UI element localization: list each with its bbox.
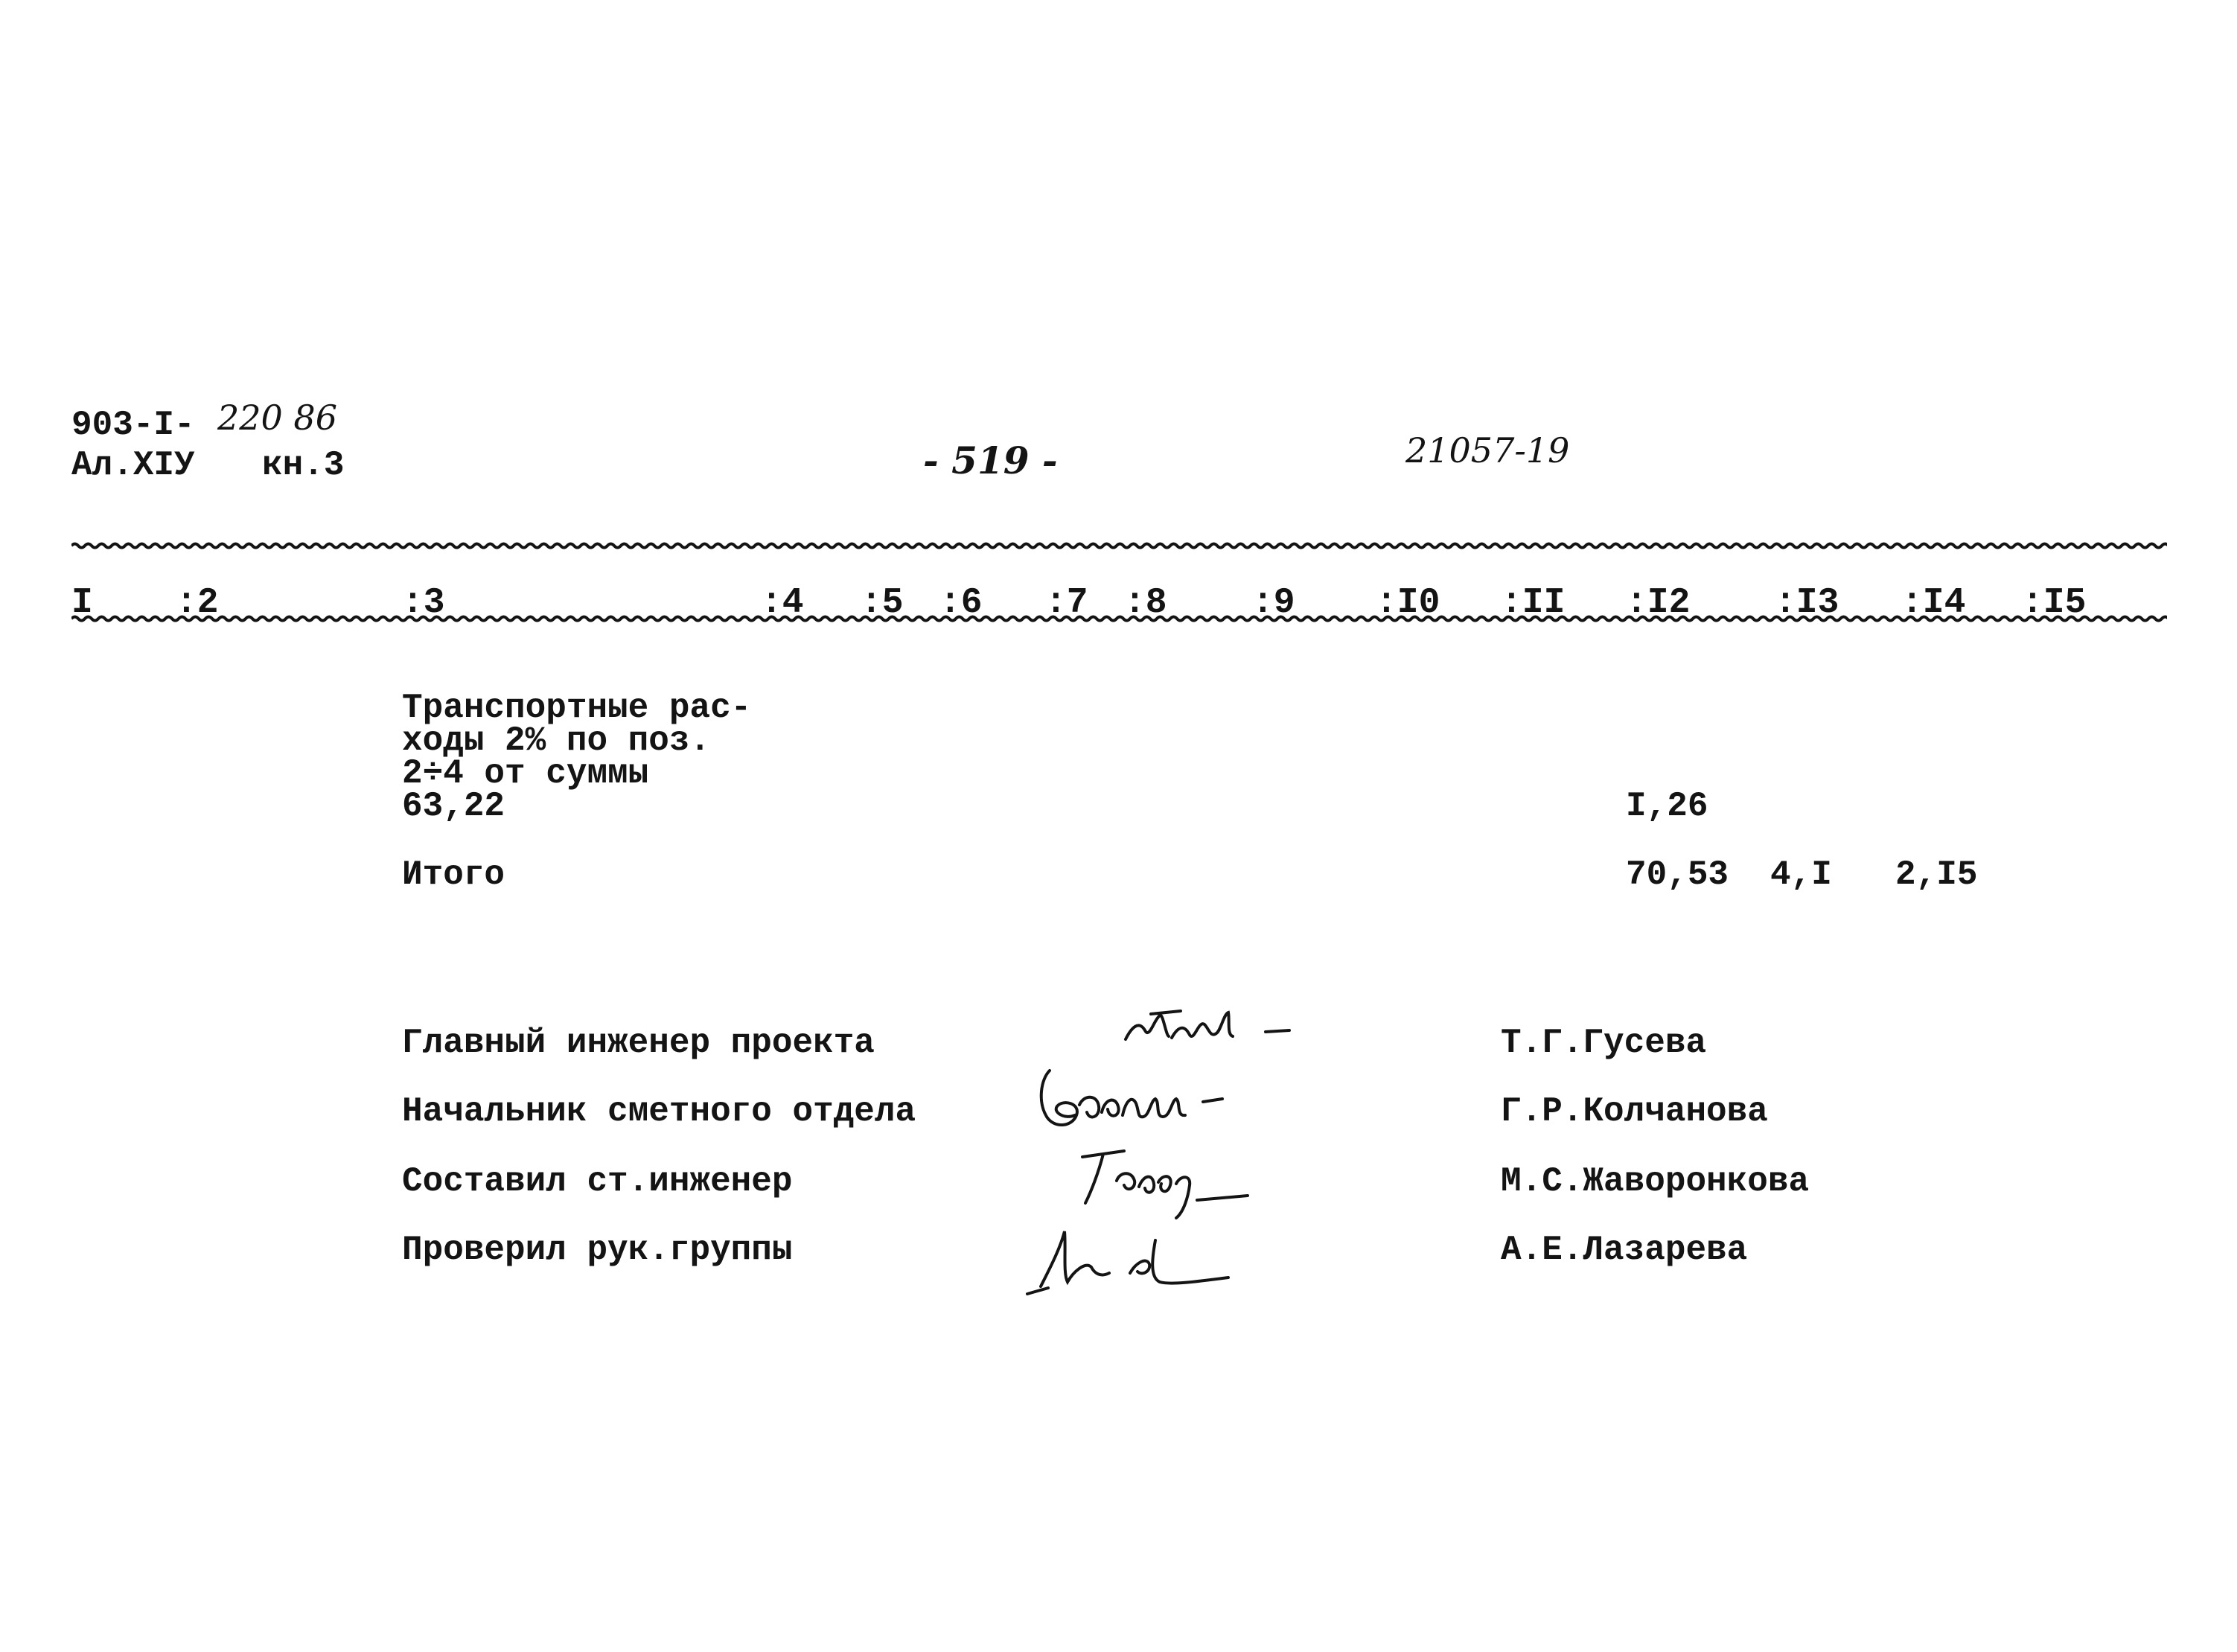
document-code-handwritten: 220 86	[217, 398, 337, 438]
cell-col13: 4,I	[1770, 855, 1832, 894]
column-label: :3	[402, 583, 445, 623]
signatory-role: Составил ст.инженер	[402, 1162, 793, 1201]
column-label: :I3	[1775, 583, 1839, 623]
column-label: :I0	[1376, 583, 1440, 623]
column-label: :II	[1501, 583, 1566, 623]
column-label: :2	[176, 583, 219, 623]
column-label: I	[71, 583, 93, 623]
document-code: 903-I-	[71, 406, 195, 444]
inventory-number: 21057-19	[1405, 430, 1570, 471]
signatory-role: Главный инженер проекта	[402, 1024, 875, 1062]
row-description-line: 63,22	[402, 787, 505, 826]
signature-image-4	[1018, 1205, 1242, 1301]
header-wavy-rule-top	[71, 540, 2167, 551]
row-description-line: 2÷4 от суммы	[402, 754, 649, 793]
page-number: - 519 -	[923, 438, 1058, 482]
row-description-line: Транспортные рас-	[402, 689, 752, 727]
column-label: :7	[1045, 583, 1088, 623]
signatory-role: Проверил рук.группы	[402, 1231, 793, 1269]
album-label: Ал.XIУ	[71, 446, 195, 485]
signatory-name: А.Е.Лазарева	[1501, 1231, 1748, 1269]
signatory-name: Т.Г.Гусева	[1501, 1024, 1707, 1062]
column-label: :9	[1252, 583, 1295, 623]
cell-col12: I,26	[1626, 787, 1708, 826]
column-label: :4	[761, 583, 804, 623]
column-label: :I2	[1626, 583, 1691, 623]
signatory-role: Начальник сметного отдела	[402, 1092, 916, 1131]
column-label: :I5	[2022, 583, 2087, 623]
signature-image-2	[1027, 1057, 1251, 1139]
signatory-name: М.С.Жаворонкова	[1501, 1162, 1810, 1201]
cell-col14: 2,I5	[1895, 855, 1978, 894]
signature-image-1	[1117, 998, 1295, 1057]
column-label: :I4	[1901, 583, 1966, 623]
column-label: :8	[1124, 583, 1167, 623]
cell-col12: 70,53	[1626, 855, 1729, 894]
column-label: :5	[861, 583, 904, 623]
row-description-line: Итого	[402, 855, 505, 894]
row-description-line: ходы 2% по поз.	[402, 721, 711, 760]
book-label: кн.3	[262, 446, 345, 485]
header-wavy-rule-bottom	[71, 613, 2167, 624]
signatory-name: Г.Р.Колчанова	[1501, 1092, 1768, 1131]
column-label: :6	[939, 583, 983, 623]
